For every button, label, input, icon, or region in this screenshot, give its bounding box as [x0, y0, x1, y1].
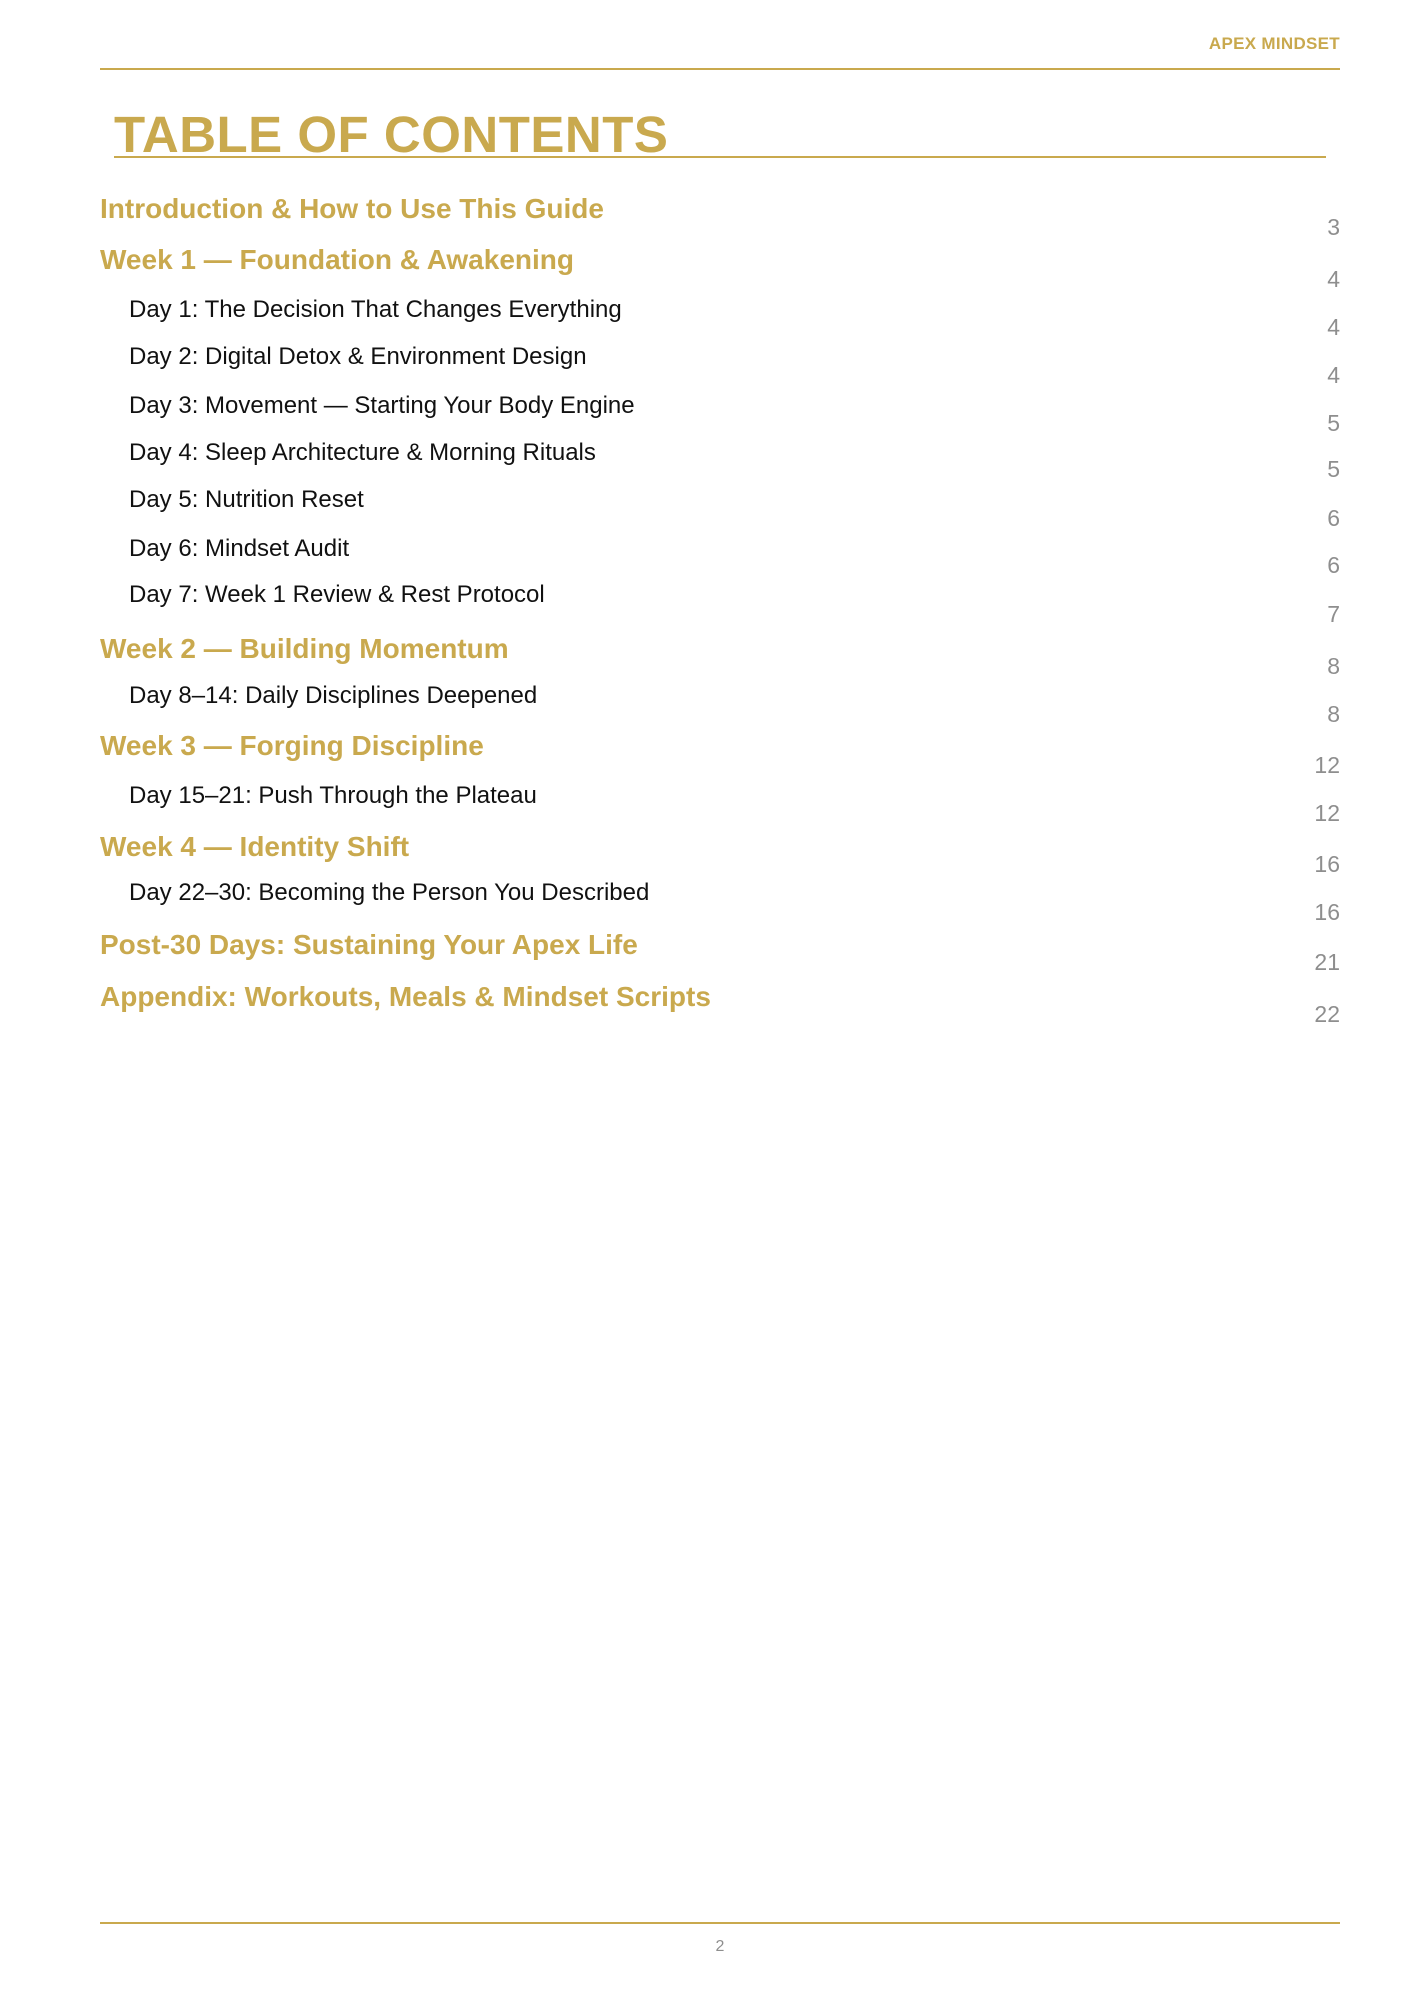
- toc-entry-title[interactable]: Day 22–30: Becoming the Person You Described: [129, 879, 650, 906]
- toc-entry-title[interactable]: Day 6: Mindset Audit: [129, 535, 350, 562]
- toc-entry-title[interactable]: Introduction & How to Use This Guide: [100, 193, 604, 224]
- toc-heading: TABLE OF CONTENTS: [114, 106, 669, 163]
- toc-entry-title[interactable]: Day 4: Sleep Architecture & Morning Rituals: [129, 439, 596, 466]
- toc-entry-page-number: 5: [1327, 456, 1340, 482]
- toc-entry-title[interactable]: Day 8–14: Daily Disciplines Deepened: [129, 682, 538, 709]
- toc-entry-title[interactable]: Day 3: Movement — Starting Your Body Engine: [129, 392, 635, 419]
- toc-entry-page-number: 5: [1327, 410, 1340, 436]
- toc-entry-page-number: 12: [1314, 752, 1340, 778]
- footer-page-number: 2: [715, 1938, 725, 1955]
- toc-entry-title[interactable]: Week 1 — Foundation & Awakening: [100, 244, 574, 275]
- toc-entry-page-number: 6: [1327, 552, 1340, 578]
- running-header-title: APEX MINDSET: [1208, 34, 1340, 53]
- toc-entry-page-number: 16: [1314, 851, 1340, 877]
- toc-entry-page-number: 6: [1327, 505, 1340, 531]
- toc-entry-title[interactable]: Day 1: The Decision That Changes Everything: [129, 296, 622, 323]
- toc-entry-page-number: 12: [1314, 800, 1340, 826]
- toc-entry-title[interactable]: Day 15–21: Push Through the Plateau: [129, 782, 537, 809]
- toc-entry-title[interactable]: Week 4 — Identity Shift: [100, 831, 410, 862]
- toc-entry-title[interactable]: Week 3 — Forging Discipline: [100, 730, 484, 761]
- toc-entry-page-number: 7: [1327, 601, 1340, 627]
- toc-entry-page-number: 22: [1314, 1001, 1340, 1027]
- toc-entry-page-number: 4: [1327, 362, 1340, 388]
- footer-divider: [100, 1922, 1340, 1924]
- toc-entry-page-number: 8: [1327, 701, 1340, 727]
- toc-entry-title[interactable]: Day 7: Week 1 Review & Rest Protocol: [129, 581, 545, 608]
- toc-entry-page-number: 3: [1327, 214, 1340, 240]
- toc-entry-title[interactable]: Day 5: Nutrition Reset: [129, 486, 364, 513]
- toc-entry-page-number: 4: [1327, 266, 1340, 292]
- toc-entry-title[interactable]: Appendix: Workouts, Meals & Mindset Scripts: [100, 981, 711, 1012]
- toc-entry-title[interactable]: Week 2 — Building Momentum: [100, 633, 509, 664]
- toc-entry-page-number: 4: [1327, 314, 1340, 340]
- toc-entry-page-number: 16: [1314, 899, 1340, 925]
- toc-entry-page-number: 21: [1314, 949, 1340, 975]
- toc-entry-page-number: 8: [1327, 653, 1340, 679]
- toc-entry-title[interactable]: Day 2: Digital Detox & Environment Design: [129, 343, 587, 370]
- toc-entry-title[interactable]: Post-30 Days: Sustaining Your Apex Life: [100, 929, 638, 960]
